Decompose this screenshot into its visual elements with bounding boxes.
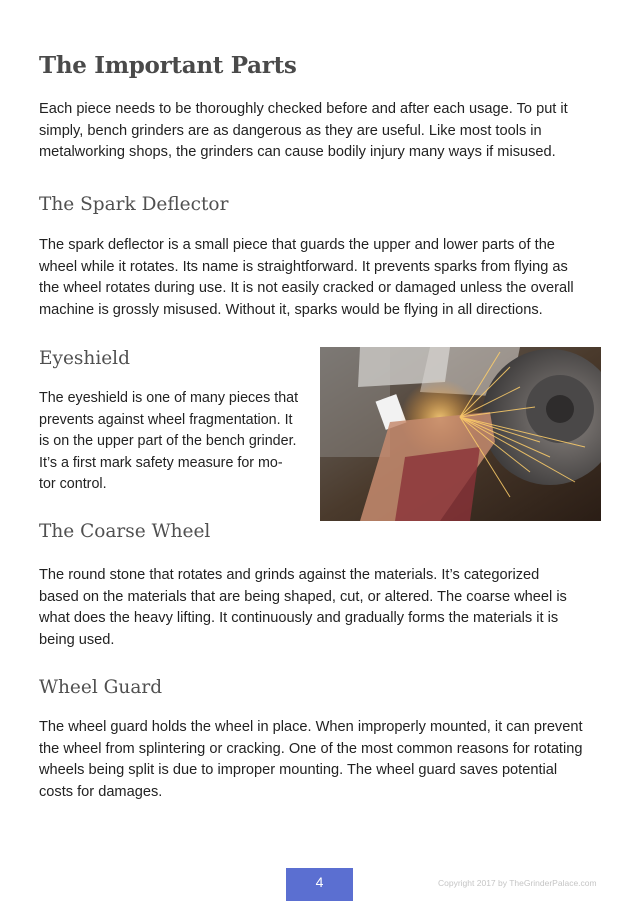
- text-line: being used.: [39, 631, 115, 648]
- intro-line: Each piece needs to be thoroughly checked before and after each usage. To put it: [39, 101, 568, 117]
- text-line: The spark deflector is a small piece that guards the upper and lower parts of the: [39, 237, 555, 253]
- copyright-notice: Copyright 2017 by TheGrinderPalace.com: [438, 878, 597, 888]
- intro-line: simply, bench grinders are as dangerous as they are useful. Like most tools in: [39, 122, 542, 139]
- text-line: tor control.: [39, 476, 107, 492]
- text-line: machine is grossly misused. Without it, sparks would be flying in all directions.: [39, 301, 543, 318]
- intro-paragraph: [39, 99, 568, 164]
- page-title: The Important Parts: [39, 52, 297, 79]
- grinder-photo-illustration: [320, 347, 601, 521]
- page-number-badge: 4: [286, 868, 353, 901]
- text-line: The wheel guard holds the wheel in place. When improperly mounted, it can prevent: [39, 719, 583, 735]
- text-line: It’s a first mark safety measure for mo-: [39, 454, 283, 471]
- text-line: The round stone that rotates and grinds against the materials. It’s categorized: [39, 567, 540, 583]
- coarse-wheel-paragraph: [39, 565, 567, 651]
- spark-deflector-paragraph: [39, 235, 574, 321]
- text-line: The eyeshield is one of many pieces that: [39, 390, 299, 406]
- coarse-wheel-heading: The Coarse Wheel: [39, 521, 211, 542]
- wheel-guard-paragraph: [39, 717, 583, 803]
- text-line: the wheel rotates during use. It is not easily cracked or damaged unless the overall: [39, 280, 574, 296]
- intro-line: metalworking shops, the grinders can cause bodily injury many ways if misused.: [39, 144, 556, 160]
- text-line: what does the heavy lifting. It continuously and gradually forms the materials it is: [39, 610, 559, 626]
- text-line: is on the upper part of the bench grinder.: [39, 433, 297, 449]
- text-line: wheel while it rotates. Its name is straightforward. It prevents sparks from flying as: [39, 258, 568, 275]
- text-line: based on the materials that are being shaped, cut, or altered. The coarse wheel is: [39, 588, 567, 605]
- bench-grinder-sparks-photo: [320, 347, 601, 521]
- spark-deflector-heading: The Spark Deflector: [39, 194, 229, 215]
- text-line: costs for damages.: [39, 783, 163, 800]
- eyeshield-heading: Eyeshield: [39, 348, 130, 369]
- text-line: prevents against wheel fragmentation. It: [39, 411, 293, 428]
- eyeshield-paragraph: [39, 388, 298, 496]
- wheel-guard-heading: Wheel Guard: [39, 677, 163, 698]
- text-line: wheels being split is due to improper mounting. The wheel guard saves potential: [39, 762, 558, 778]
- text-line: the wheel from splintering or cracking. One of the most common reasons for rotating: [39, 740, 583, 757]
